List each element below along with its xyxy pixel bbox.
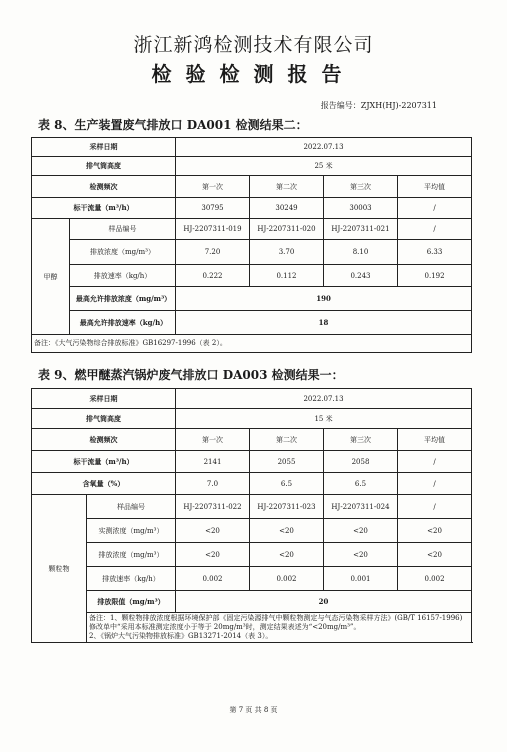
t8-rate-label: 排放速率（kg/h） [70, 265, 176, 287]
t8-sampling-date-label: 采样日期 [32, 138, 176, 157]
t9-measured-label: 实测浓度（mg/m³） [87, 519, 176, 543]
t9-flow-2: 2055 [250, 451, 324, 473]
page-number: 第 7 页 共 8 页 [229, 706, 278, 714]
t9-conc-1: <20 [176, 543, 250, 567]
t9-measured-2: <20 [250, 519, 324, 543]
report-number: 报告编号：ZJXH(HJ)-2207311 [320, 101, 437, 110]
t8-freq-avg: 平均值 [398, 176, 472, 198]
t9-rate-avg: 0.002 [398, 567, 472, 591]
t8-rate-2: 0.112 [250, 265, 324, 287]
t9-conc-3: <20 [324, 543, 398, 567]
t9-freq-3: 第三次 [324, 429, 398, 451]
t8-flow-3: 30003 [324, 198, 398, 219]
t9-flow-1: 2141 [176, 451, 250, 473]
t9-conc-avg: <20 [398, 543, 472, 567]
table9 [31, 388, 472, 643]
t9-limit: 20 [176, 591, 472, 613]
t8-rate-1: 0.222 [176, 265, 250, 287]
t9-note-line-1: 备注：1、颗粒物排放浓度根据环境保护部《固定污染源排气中颗粒物测定与气态污染物采样方法》(GB/T 16157-1996) [89, 614, 463, 622]
t9-freq-label: 检测频次 [32, 429, 176, 451]
t9-note-line-3: 2、《锅炉大气污染物排放标准》GB13271-2014（表 3）。 [89, 632, 273, 640]
t9-sample-no-1: HJ-2207311-022 [176, 495, 250, 519]
t8-sampling-date: 2022.07.13 [176, 138, 472, 157]
t8-stack-height-label: 排气筒高度 [32, 157, 176, 176]
t9-measured-3: <20 [324, 519, 398, 543]
t8-freq-label: 检测频次 [32, 176, 176, 198]
t9-sample-no-avg: / [398, 495, 472, 519]
t8-freq-1: 第一次 [176, 176, 250, 198]
t8-max-conc-label: 最高允许排放浓度（mg/m³） [70, 287, 176, 311]
t8-max-rate-label: 最高允许排放速率（kg/h） [70, 311, 176, 335]
t9-sampling-date-label: 采样日期 [32, 389, 176, 409]
t8-sample-no-2: HJ-2207311-020 [250, 219, 324, 240]
t9-stack-height-label: 排气筒高度 [32, 409, 176, 429]
t8-flow-label: 标干流量（m³/h） [32, 198, 176, 219]
t8-conc-label: 排放浓度（mg/m³） [70, 240, 176, 265]
t9-note-line-2: 修改单中“采用本标准测定浓度小于等于 20mg/m³时，测定结果表述为“<20mg/m³”。 [89, 623, 361, 631]
t8-conc-1: 7.20 [176, 240, 250, 265]
t8-sample-no-label: 样品编号 [70, 219, 176, 240]
t9-limit-label: 排放限值（mg/m³） [87, 591, 176, 613]
t9-freq-2: 第二次 [250, 429, 324, 451]
t9-rate-1: 0.002 [176, 567, 250, 591]
report-title: 检验检测报告 [151, 62, 356, 86]
t9-oxygen-3: 6.5 [324, 473, 398, 495]
t9-rate-2: 0.002 [250, 567, 324, 591]
t9-freq-avg: 平均值 [398, 429, 472, 451]
t8-conc-2: 3.70 [250, 240, 324, 265]
t9-freq-1: 第一次 [176, 429, 250, 451]
t8-conc-avg: 6.33 [398, 240, 472, 265]
t9-flow-label: 标干流量（m³/h） [32, 451, 176, 473]
t8-stack-height: 25 米 [176, 157, 472, 176]
t9-oxygen-2: 6.5 [250, 473, 324, 495]
t8-rate-3: 0.243 [324, 265, 398, 287]
t8-max-rate: 18 [176, 311, 472, 335]
t8-note: 备注：《大气污染物综合排放标准》GB16297-1996（表 2）。 [32, 335, 472, 353]
t9-conc-label: 排放浓度（mg/m³） [87, 543, 176, 567]
t8-freq-2: 第二次 [250, 176, 324, 198]
t8-max-conc: 190 [176, 287, 472, 311]
t9-sample-no-label: 样品编号 [87, 495, 176, 519]
t9-flow-avg: / [398, 451, 472, 473]
t8-sample-no-3: HJ-2207311-021 [324, 219, 398, 240]
t8-flow-avg: / [398, 198, 472, 219]
t9-flow-3: 2058 [324, 451, 398, 473]
t8-pollutant: 甲醇 [32, 219, 70, 335]
t9-rate-label: 排放速率（kg/h） [87, 567, 176, 591]
t8-conc-3: 8.10 [324, 240, 398, 265]
t9-stack-height: 15 米 [176, 409, 472, 429]
table8-title: 表 8、生产装置废气排放口 DA001 检测结果二： [38, 118, 308, 132]
t8-sample-no-avg: / [398, 219, 472, 240]
t8-rate-avg: 0.192 [398, 265, 472, 287]
table9-title: 表 9、燃甲醚蒸汽锅炉废气排放口 DA003 检测结果一： [38, 368, 344, 382]
t9-oxygen-avg: / [398, 473, 472, 495]
t9-measured-1: <20 [176, 519, 250, 543]
t9-conc-2: <20 [250, 543, 324, 567]
t9-measured-avg: <20 [398, 519, 472, 543]
company-name: 浙江新鸿检测技术有限公司 [133, 34, 374, 56]
t9-sampling-date: 2022.07.13 [176, 389, 472, 409]
t8-freq-3: 第三次 [324, 176, 398, 198]
t9-note [87, 613, 472, 643]
t8-flow-1: 30795 [176, 198, 250, 219]
t9-pollutant: 颗粒物 [32, 495, 87, 643]
t9-oxygen-1: 7.0 [176, 473, 250, 495]
t8-flow-2: 30249 [250, 198, 324, 219]
t9-rate-3: 0.001 [324, 567, 398, 591]
table8 [31, 137, 472, 353]
t9-sample-no-2: HJ-2207311-023 [250, 495, 324, 519]
t8-sample-no-1: HJ-2207311-019 [176, 219, 250, 240]
t9-oxygen-label: 含氧量（%） [32, 473, 176, 495]
t9-sample-no-3: HJ-2207311-024 [324, 495, 398, 519]
